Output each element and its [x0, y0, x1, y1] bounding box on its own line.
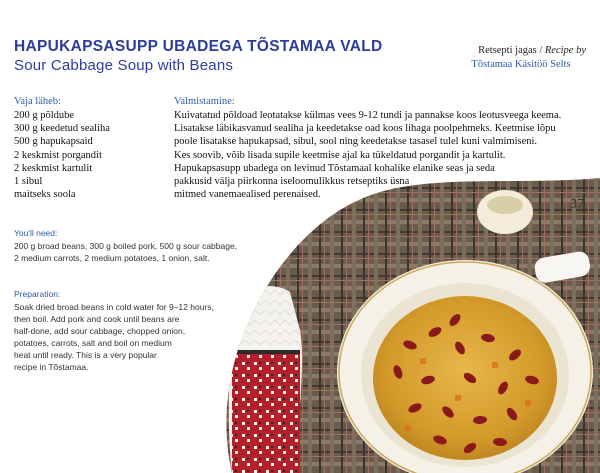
ingredient-item: 300 g keedetud sealiha: [14, 123, 110, 135]
method-line: Kuivatatud põldoad leotatakse külmas vees 9-12 tundi ja pannakse koos leotusveega keema.: [174, 110, 562, 121]
ingredient-item: 2 keskmist porgandit: [14, 149, 102, 161]
method-line: Lisatakse läbikasvanud sealiha ja keedetakse oad koos lihaga poolpehmeks. Keetmise lõpu: [174, 123, 556, 135]
ingredient-item: maitseks soola: [14, 189, 76, 201]
preparation-line: potatoes, carrots, salt and boil on medium: [14, 338, 172, 348]
preparation-heading-en: Preparation:: [14, 289, 61, 299]
method-line: poole lisatakse hapukapsad, sibul, sool ning keedetakse tasasel tulel kuni valmimiseni.: [174, 136, 538, 148]
recipe-title: HAPUKAPSASUPP UBADEGA TÕSTAMAA VALD: [14, 38, 383, 55]
ingredients-line-en: 200 g broad beans, 300 g boiled pork, 500 g sour cabbage,: [14, 241, 238, 251]
method-heading-et: Valmistamine:: [174, 96, 235, 107]
ingredient-item: 1 sibul: [14, 176, 43, 188]
preparation-text-en: [14, 301, 214, 373]
preparation-line: Soak dried broad beans in cold water for 9–12 hours,: [14, 302, 214, 312]
credit-organization: Tõstamaa Käsitöö Selts: [471, 59, 571, 70]
ingredient-item: 500 g hapukapsaid: [14, 136, 93, 148]
method-line: mitmed vanemaealised perenaised.: [174, 189, 321, 201]
method-line: pakkusid välja piirkonna iseloomulikkus retseptiks üsna: [174, 176, 410, 188]
ingredient-item: 200 g põldube: [14, 110, 75, 121]
page-number: 37: [570, 197, 584, 212]
ingredients-text-en: [14, 240, 254, 264]
preparation-line: heat until ready. This is a very popular: [14, 350, 157, 360]
preparation-line: recipe in Tõstamaa.: [14, 362, 89, 372]
recipe-credit: [386, 44, 586, 72]
ingredients-list-et: [14, 109, 110, 201]
credit-italic: Recipe by: [544, 45, 586, 56]
method-line: Kes soovib, võib lisada supile keetmise ajal ka tükeldatud porgandit ja kartulit.: [174, 149, 506, 161]
ingredients-heading-en: You'll need:: [14, 228, 58, 238]
ingredient-item: 2 keskmist kartulit: [14, 162, 93, 174]
recipe-subtitle: Sour Cabbage Soup with Beans: [14, 57, 234, 74]
preparation-line: then boil. Add pork and cook until beans are: [14, 314, 180, 324]
credit-prefix: Retsepti jagas /: [478, 45, 545, 56]
method-text-et: [174, 109, 561, 201]
ingredients-line-en: 2 medium carrots, 2 medium potatoes, 1 onion, salt.: [14, 253, 210, 263]
method-line: Hapukapsasupp ubadega on levinud Tõstamaal kohalike elanike seas ja seda: [174, 162, 495, 174]
ingredients-heading-et: Vaja läheb:: [14, 96, 61, 107]
preparation-line: half-done, add sour cabbage, chopped onion,: [14, 326, 186, 336]
